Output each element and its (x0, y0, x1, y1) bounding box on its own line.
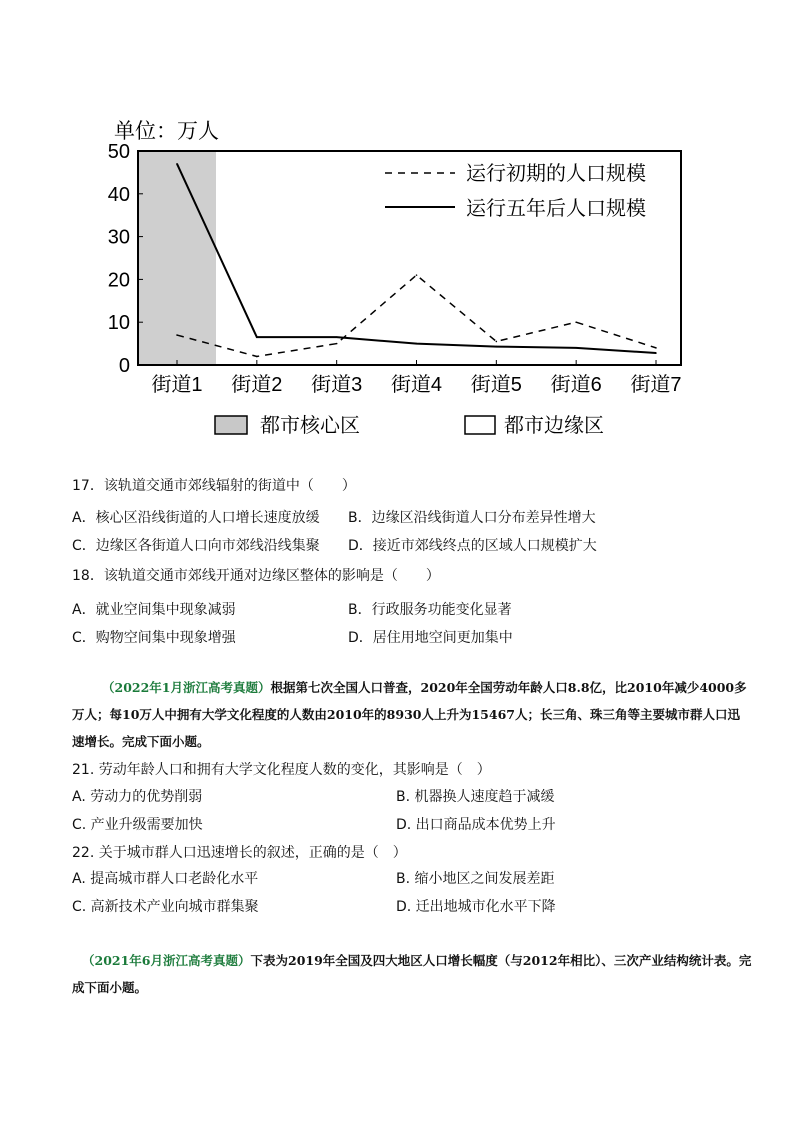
zone-legend (215, 414, 604, 437)
y-tick-label: 0 (118, 355, 130, 377)
core-zone-label: 都市核心区 (260, 415, 360, 437)
series-2-point (496, 346, 498, 348)
series-2-point (336, 336, 338, 338)
passage-2022-text: 根据第七次全国人口普查，2020年全国劳动年龄人口8.8亿，比2010年减少4000多万人；每10万人中拥有大学文化程度的人数由2010年的8930人上升为15467人；长三角、珠三角等主要城市群人口迅速增长。完成下面小题。 (72, 680, 747, 749)
question-22-stem: 22. 关于城市群人口迅速增长的叙述，正确的是（ ） (72, 845, 407, 861)
series-1-point (176, 334, 178, 336)
question-22-option-c: C. 高新技术产业向城市群集聚 (72, 899, 259, 915)
question-18-option-a: A．就业空间集中现象减弱 (72, 602, 236, 618)
question-21-option-a: A. 劳动力的优势削弱 (72, 789, 203, 805)
question-18-option-b: B．行政服务功能变化显著 (348, 602, 512, 618)
series-1-point (256, 356, 258, 358)
y-tick-label: 50 (107, 141, 130, 163)
question-22-option-d: D. 迁出地城市化水平下降 (396, 899, 556, 915)
legend (385, 162, 646, 220)
question-21-option-c: C. 产业升级需要加快 (72, 817, 203, 833)
question-17-option-d: D．接近市郊线终点的区域人口规模扩大 (348, 538, 597, 554)
chart-unit-label: 单位：万人 (114, 120, 219, 143)
question-22-option-a: A. 提高城市群人口老龄化水平 (72, 871, 259, 887)
passage-2021-source: （2021年6月浙江高考真题） (82, 953, 251, 968)
passage-2022-source: （2022年1月浙江高考真题） (102, 680, 271, 695)
question-17-stem: 17．该轨道交通市郊线辐射的街道中（ ） (72, 478, 356, 494)
x-tick-label: 街道3 (311, 374, 363, 396)
legend-series-2-label: 运行五年后人口规模 (466, 198, 646, 220)
question-21-stem: 21. 劳动年龄人口和拥有大学文化程度人数的变化，其影响是（ ） (72, 762, 491, 778)
five-year-population-line (177, 164, 656, 353)
y-tick-label: 20 (107, 269, 130, 292)
question-17-option-c: C．边缘区各街道人口向市郊线沿线集聚 (72, 538, 320, 554)
question-18-option-c: C．购物空间集中现象增强 (72, 630, 236, 646)
series-2-point (416, 343, 418, 345)
question-17-option-b: B．边缘区沿线街道人口分布差异性增大 (348, 510, 596, 526)
question-22-option-b: B. 缩小地区之间发展差距 (396, 871, 555, 887)
series-lines (176, 163, 657, 357)
question-17-option-a: A．核心区沿线街道的人口增长速度放缓 (72, 510, 320, 526)
x-tick-label: 街道2 (231, 374, 283, 396)
core-zone-swatch (215, 416, 247, 434)
series-2-point (256, 336, 258, 338)
population-line-chart (100, 110, 700, 450)
question-21-option-d: D. 出口商品成本优势上升 (396, 817, 556, 833)
passage-2022 (72, 674, 752, 755)
series-1-point (575, 321, 577, 323)
question-18-stem: 18．该轨道交通市郊线开通对边缘区整体的影响是（ ） (72, 568, 440, 584)
x-tick-label: 街道7 (630, 374, 682, 396)
edge-zone-label: 都市边缘区 (504, 415, 604, 437)
x-tick-label: 街道6 (550, 374, 602, 396)
question-18-option-d: D．居住用地空间更加集中 (348, 630, 513, 646)
x-tick-label: 街道4 (390, 374, 443, 396)
series-1-point (416, 274, 418, 276)
series-1-point (496, 341, 498, 343)
series-2-point (575, 347, 577, 349)
edge-zone-swatch (465, 416, 495, 434)
passage-2021 (72, 947, 752, 1001)
series-2-point (176, 163, 178, 165)
y-tick-label: 30 (107, 226, 130, 249)
passage-2021-text: 下表为2019年全国及四大地区人口增长幅度（与2012年相比）、三次产业结构统计表。完成下面小题。 (72, 953, 752, 995)
series-1-point (336, 343, 338, 345)
legend-series-1-label: 运行初期的人口规模 (466, 163, 646, 185)
series-1-point (655, 347, 657, 349)
series-2-point (655, 352, 657, 354)
core-zone-shading (138, 151, 216, 365)
y-tick-label: 40 (107, 183, 130, 206)
x-tick-label: 街道1 (151, 374, 203, 396)
question-21-option-b: B. 机器换人速度趋于减缓 (396, 789, 555, 805)
x-tick-label: 街道5 (470, 374, 522, 396)
y-tick-label: 10 (107, 312, 130, 335)
